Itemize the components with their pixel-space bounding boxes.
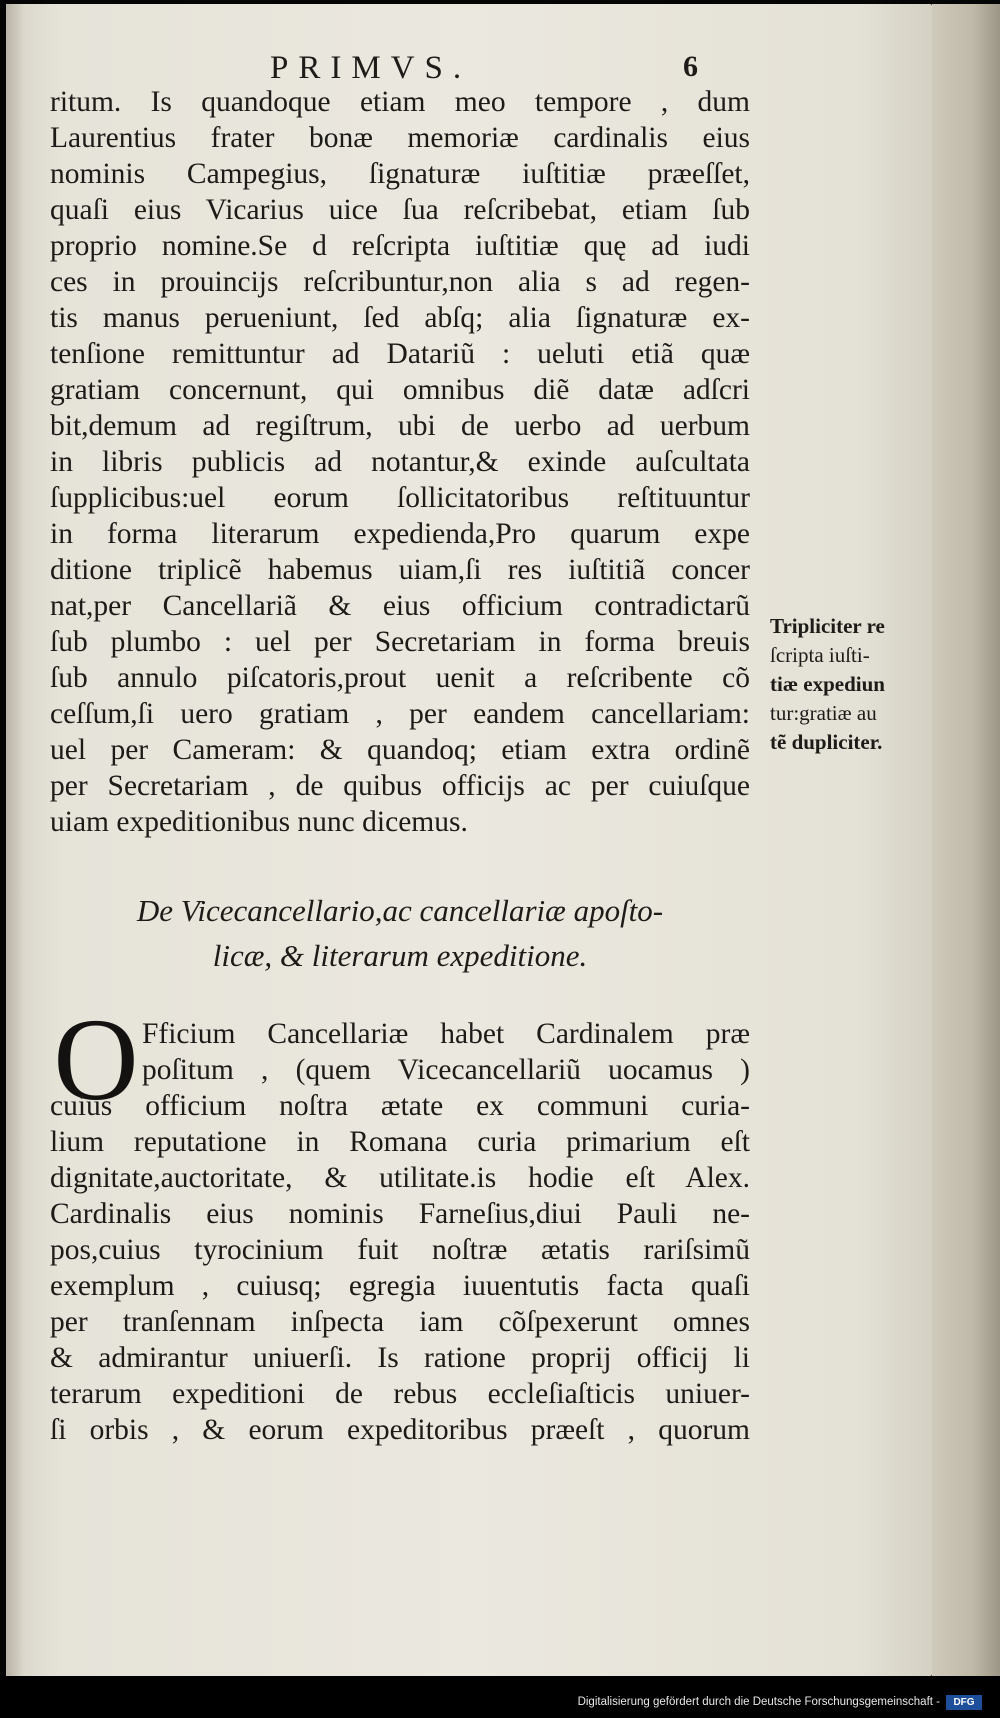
body-line: terarum expeditioni de rebus eccleſiaſticis uniuer- [50,1378,750,1410]
body-line: cuius officium noſtra ætate ex communi curia- [50,1090,750,1122]
body-line: gratiam concernunt, qui omnibus diẽ datæ adſcri [50,374,750,406]
margin-note [770,612,935,757]
body-line: ritum. Is quandoque etiam meo tempore , dum [50,86,750,118]
body-line: proprio nomine.Se d reſcripta iuſtitiæ quę ad iudi [50,230,750,262]
body-line: ſi orbis , & eorum expeditoribus præeſt , quorum [50,1414,750,1446]
body-line: nat,per Cancellariã & eius officium contradictarũ [50,590,750,622]
margin-note-line: tur:gratiæ au [770,701,877,725]
body-line: pos,cuius tyrocinium fuit noſtræ ætatis rariſsimũ [50,1234,750,1266]
body-line: Fficium Cancellariæ habet Cardinalem præ [142,1018,750,1050]
dfg-logo: DFG [946,1695,982,1710]
body-line: bit,demum ad regiſtrum, ubi de uerbo ad uerbum [50,410,750,442]
section-heading-line-2: licæ, & literarum expeditione. [212,938,588,973]
margin-note-line: tẽ dupliciter. [770,730,883,754]
body-line: ſupplicibus:uel eorum ſollicitatoribus reſtituuntur [50,482,750,514]
body-line: ceſſum,ſi uero gratiam , per eandem cancellariam: [50,698,750,730]
digitization-credit: Digitalisierung gefördert durch die Deutsche Forschungsgemeinschaft - [577,1696,940,1708]
body-line: per tranſennam inſpecta iam cõſpexerunt omnes [50,1306,750,1338]
margin-note-line: tiæ expediun [770,672,885,696]
body-line: ſub annulo piſcatoris,prout uenit a reſcribente cõ [50,662,750,694]
drop-initial: O [53,994,139,1125]
body-line: lium reputatione in Romana curia primarium eſt [50,1126,750,1158]
body-line: Laurentius frater bonæ memoriæ cardinalis eius [50,122,750,154]
margin-note-line: Tripliciter re [770,614,885,638]
body-line: dignitate,auctoritate, & utilitate.is hodie eſt Alex. [50,1162,750,1194]
body-line: tis manus perueniunt, ſed abſq; alia ſignaturæ ex- [50,302,750,334]
body-line: quaſi eius Vicarius uice ſua reſcribebat, etiam ſub [50,194,750,226]
running-head: PRIMVS. [270,50,472,86]
body-line: ces in prouincijs reſcribuntur,non alia s ad regen- [50,266,750,298]
next-page-edge [932,4,1000,1676]
body-line: poſitum , (quem Vicecancellariũ uocamus ) [142,1054,750,1086]
body-line: Cardinalis eius nominis Farneſius,diui Pauli ne- [50,1198,750,1230]
page-gutter-shadow [6,4,24,1676]
body-line: uiam expeditionibus nunc dicemus. [50,806,468,838]
body-line: ditione triplicẽ habemus uiam,ſi res iuſtitiã concer [50,554,750,586]
body-line: in forma literarum expedienda,Pro quarum expe [50,518,750,550]
body-line: & admirantur uniuerſi. Is ratione proprij officij li [50,1342,750,1374]
section-heading-line-1: De Vicecancellario,ac cancellariæ apoſto- [136,893,664,928]
body-line: exemplum , cuiusq; egregia iuuentutis facta quaſi [50,1270,750,1302]
body-line: uel per Cameram: & quandoq; etiam extra ordinẽ [50,734,750,766]
body-line: per Secretariam , de quibus officijs ac per cuiuſque [50,770,750,802]
page-number: 6 [683,50,698,83]
body-line: tenſione remittuntur ad Datariũ : ueluti etiã quæ [50,338,750,370]
body-line: nominis Campegius, ſignaturæ iuſtitiæ præeſſet, [50,158,750,190]
margin-note-line: ſcripta iuſti- [770,643,870,667]
body-line: in libris publicis ad notantur,& exinde auſcultata [50,446,750,478]
body-line: ſub plumbo : uel per Secretariam in forma breuis [50,626,750,658]
